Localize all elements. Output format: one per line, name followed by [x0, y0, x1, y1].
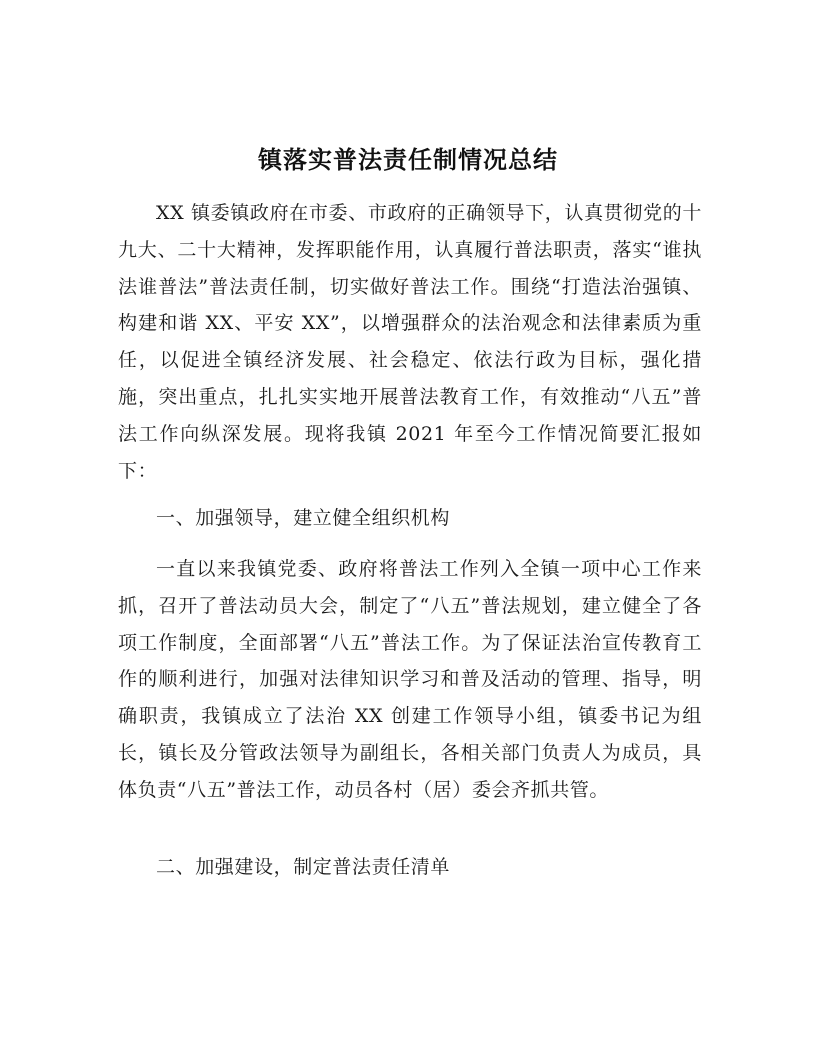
paragraph-intro: XX 镇委镇政府在市委、市政府的正确领导下，认真贯彻党的十九大、二十大精神，发挥职能作用，认真履行普法职责，落实“谁执法谁普法”普法责任制，切实做好普法工作。围绕“打造法治强镇、构建和谐 XX、平安 XX”，以增强群众的法治观念和法律素质为重任，以促进全镇经济发展、社会稳定、依法行政为目标，强化措施，突出重点，扎扎实实地开展普法教育工作，有效推动“八五”普法工作向纵深发展。现将我镇 2021 年至今工作情况简要汇报如下： — [118, 202, 702, 482]
section-heading-1: 一、加强领导，建立健全组织机构 — [156, 507, 451, 529]
paragraph-section-1: 一直以来我镇党委、政府将普法工作列入全镇一项中心工作来抓，召开了普法动员大会，制定了“八五”普法规划，建立健全了各项工作制度，全面部署“八五”普法工作。为了保证法治宣传教育工作的顺利进行，加强对法律知识学习和普及活动的管理、指导，明确职责，我镇成立了法治 XX 创建工作领导小组，镇委书记为组长，镇长及分管政法领导为副组长，各相关部门负责人为成员，具体负责“八五”普法工作，动员各村（居）委会齐抓共管。 — [118, 558, 702, 801]
section-heading-2: 二、加强建设，制定普法责任清单 — [156, 856, 451, 878]
document-title: 镇落实普法责任制情况总结 — [258, 146, 558, 174]
